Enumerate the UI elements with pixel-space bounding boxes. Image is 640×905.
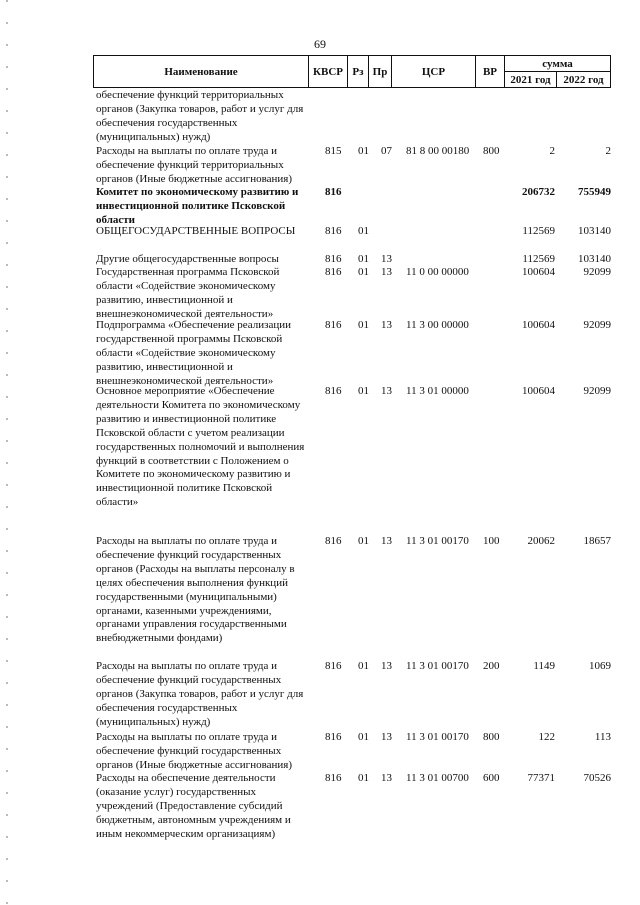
cell-name: Расходы на выплаты по оплате труда и обеспечение функций государственных органов (Закупка товаров, работ и услуг для обеспечения государственных (муниципальных) нужд) bbox=[96, 660, 304, 728]
cell-pr: 13 bbox=[381, 731, 392, 743]
cell-name: Государственная программа Псковской области «Содействие экономическому развитию, инвестиционной и внешнеэкономической деятельности» bbox=[96, 266, 280, 320]
cell-2022: 755949 bbox=[578, 186, 611, 198]
cell-name: Подпрограмма «Обеспечение реализации государственной программы Псковской области «Содействие экономическому развитию, инвестиционной и внешнеэкономической деятельности» bbox=[96, 319, 291, 387]
cell-2021: 206732 bbox=[522, 186, 555, 198]
cell-csr: 11 3 00 00000 bbox=[406, 319, 469, 331]
cell-2021: 100604 bbox=[522, 319, 555, 331]
cell-kvsr: 816 bbox=[325, 385, 342, 397]
cell-vr: 600 bbox=[483, 772, 500, 784]
cell-pr: 13 bbox=[381, 319, 392, 331]
cell-2021: 1149 bbox=[533, 660, 555, 672]
cell-kvsr: 816 bbox=[325, 266, 342, 278]
cell-2021: 77371 bbox=[527, 772, 555, 784]
cell-2022: 70526 bbox=[583, 772, 611, 784]
cell-csr: 11 3 01 00000 bbox=[406, 385, 469, 397]
cell-2022: 103140 bbox=[578, 253, 611, 265]
header-vr: ВР bbox=[476, 56, 505, 87]
cell-2021: 20062 bbox=[527, 535, 555, 547]
cell-kvsr: 816 bbox=[325, 319, 342, 331]
cell-2022: 92099 bbox=[583, 385, 611, 397]
cell-2022: 1069 bbox=[589, 660, 611, 672]
cell-csr: 11 0 00 00000 bbox=[406, 266, 469, 278]
cell-2022: 2 bbox=[605, 145, 611, 157]
cell-2021: 112569 bbox=[522, 253, 555, 265]
cell-pr: 13 bbox=[381, 266, 392, 278]
cell-name: Комитет по экономическому развитию и инвестиционной политике Псковской области bbox=[96, 186, 299, 226]
cell-2021: 122 bbox=[538, 731, 555, 743]
cell-kvsr: 816 bbox=[325, 731, 342, 743]
header-2021: 2021 год bbox=[505, 72, 557, 87]
cell-name: обеспечение функций территориальных органов (Закупка товаров, работ и услуг для обеспечения государственных (муниципальных) нужд) bbox=[96, 89, 304, 143]
cell-2021: 100604 bbox=[522, 385, 555, 397]
cell-kvsr: 816 bbox=[325, 225, 342, 237]
cell-pr: 13 bbox=[381, 660, 392, 672]
cell-name: Основное мероприятие «Обеспечение деятельности Комитета по экономическому развитию и инвестиционной политике Псковской области с учетом реализации государственных полномочий и выполнения функций в соответствии с Положением о Комитете по экономическому развитию и инвестиционной политике Псковской области» bbox=[96, 385, 305, 509]
page-number: 69 bbox=[314, 37, 326, 51]
cell-kvsr: 816 bbox=[325, 186, 342, 198]
header-name: Наименование bbox=[94, 56, 309, 87]
cell-kvsr: 816 bbox=[325, 535, 342, 547]
cell-vr: 800 bbox=[483, 731, 500, 743]
cell-pr: 13 bbox=[381, 772, 392, 784]
cell-rz: 01 bbox=[358, 266, 369, 278]
cell-name: Расходы на выплаты по оплате труда и обеспечение функций государственных органов (Расходы на выплаты персоналу в целях обеспечения выполнения функций государственными (муниципальными) органами, казенными учреждениями, органами управления государственными внебюджетными фондами) bbox=[96, 535, 295, 645]
cell-name: Другие общегосударственные вопросы bbox=[96, 253, 279, 265]
cell-rz: 01 bbox=[358, 660, 369, 672]
cell-vr: 800 bbox=[483, 145, 500, 157]
cell-2021: 100604 bbox=[522, 266, 555, 278]
cell-csr: 11 3 01 00170 bbox=[406, 731, 469, 743]
cell-rz: 01 bbox=[358, 535, 369, 547]
cell-name: Расходы на выплаты по оплате труда и обеспечение функций территориальных органов (Иные бюджетные ассигнования) bbox=[96, 145, 293, 185]
cell-kvsr: 816 bbox=[325, 660, 342, 672]
header-sum: сумма bbox=[505, 56, 610, 72]
cell-pr: 13 bbox=[381, 253, 392, 265]
cell-2022: 92099 bbox=[583, 266, 611, 278]
cell-2022: 113 bbox=[594, 731, 611, 743]
header-kvsr: КВСР bbox=[309, 56, 348, 87]
cell-csr: 11 3 01 00170 bbox=[406, 535, 469, 547]
cell-rz: 01 bbox=[358, 772, 369, 784]
cell-csr: 81 8 00 00180 bbox=[406, 145, 470, 157]
cell-kvsr: 815 bbox=[325, 145, 342, 157]
cell-name: Расходы на обеспечение деятельности (оказание услуг) государственных учреждений (Предоставление субсидий бюджетным, автономным учреждениям и иным некоммерческим организациям) bbox=[96, 772, 291, 840]
cell-kvsr: 816 bbox=[325, 772, 342, 784]
cell-vr: 100 bbox=[483, 535, 500, 547]
header-rz: Рз bbox=[348, 56, 369, 87]
cell-2022: 92099 bbox=[583, 319, 611, 331]
cell-csr: 11 3 01 00170 bbox=[406, 660, 469, 672]
cell-2021: 2 bbox=[549, 145, 555, 157]
cell-kvsr: 816 bbox=[325, 253, 342, 265]
cell-rz: 01 bbox=[358, 145, 369, 157]
cell-rz: 01 bbox=[358, 385, 369, 397]
cell-name: Расходы на выплаты по оплате труда и обеспечение функций государственных органов (Иные бюджетные ассигнования) bbox=[96, 731, 293, 771]
header-2022: 2022 год bbox=[563, 73, 604, 86]
cell-rz: 01 bbox=[358, 225, 369, 237]
cell-name: ОБЩЕГОСУДАРСТВЕННЫЕ ВОПРОСЫ bbox=[96, 225, 296, 237]
cell-rz: 01 bbox=[358, 731, 369, 743]
header-pr: Пр bbox=[369, 56, 392, 87]
cell-2021: 112569 bbox=[522, 225, 555, 237]
header-csr: ЦСР bbox=[392, 56, 476, 87]
cell-rz: 01 bbox=[358, 319, 369, 331]
cell-vr: 200 bbox=[483, 660, 500, 672]
cell-pr: 07 bbox=[381, 145, 392, 157]
cell-2022: 18657 bbox=[583, 535, 611, 547]
cell-pr: 13 bbox=[381, 385, 392, 397]
cell-2022: 103140 bbox=[578, 225, 611, 237]
cell-rz: 01 bbox=[358, 253, 369, 265]
cell-csr: 11 3 01 00700 bbox=[406, 772, 469, 784]
cell-pr: 13 bbox=[381, 535, 392, 547]
